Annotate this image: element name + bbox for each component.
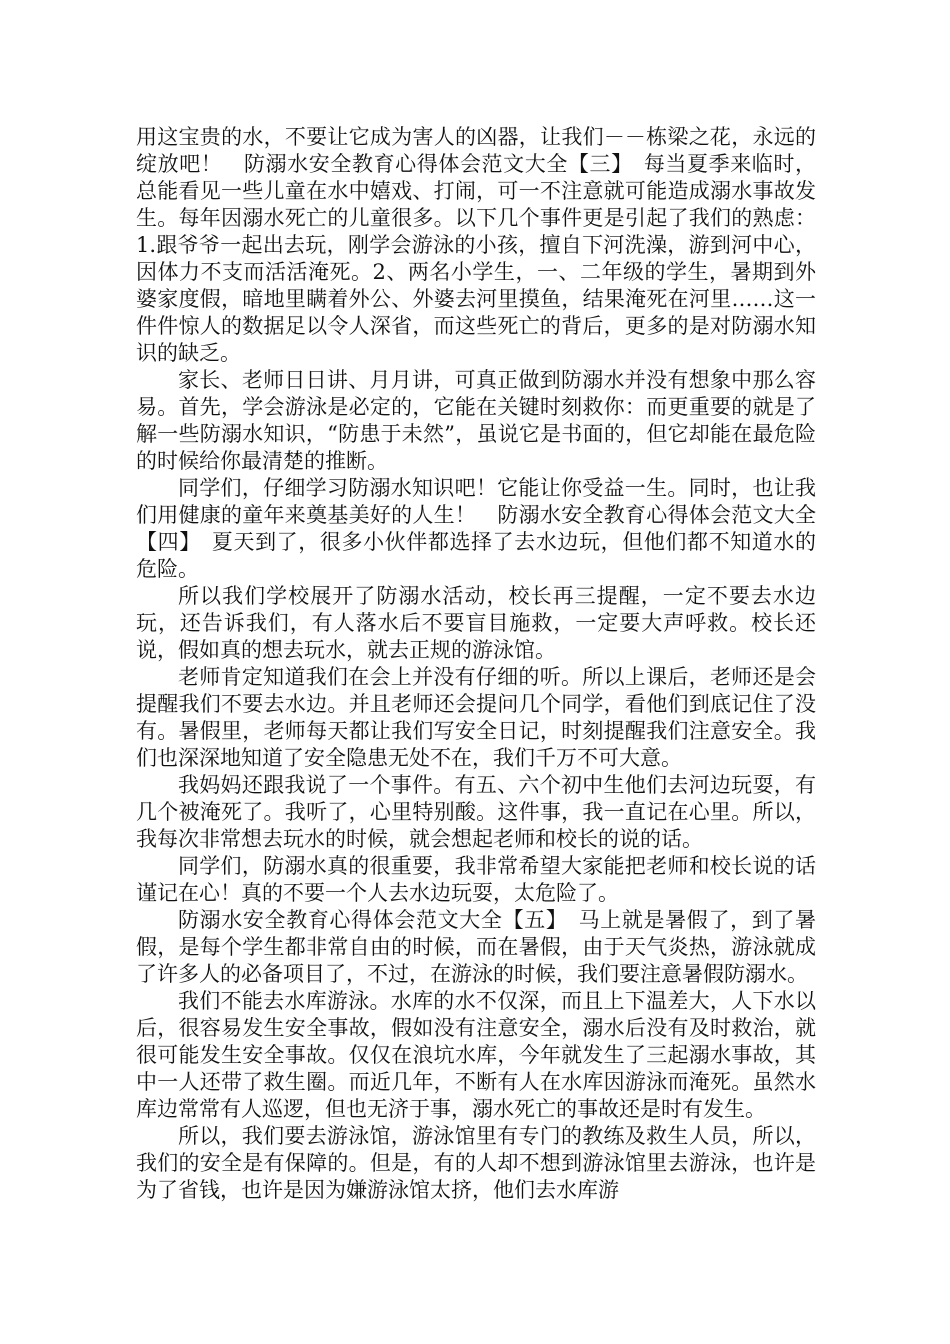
- paragraph-6: 我妈妈还跟我说了一个事件。有五、六个初中生他们去河边玩耍，有几个被淹死了。我听了，心里特别酸。这件事，我一直记在心里。所以，我每次非常想去玩水的时候，就会想起老师和校长的说的话。: [136, 773, 816, 851]
- paragraph-9: 我们不能去水库游泳。水库的水不仅深，而且上下温差大，人下水以后，很容易发生安全事故，假如没有注意安全，溺水后没有及时救治，就很可能发生安全事故。仅仅在浪坑水库，今年就发生了三起溺水事故，其中一人还带了救生圈。而近几年，不断有人在水库因游泳而淹死。虽然水库边常常有人巡逻，但也无济于事，溺水死亡的事故还是时有发生。: [136, 989, 816, 1121]
- paragraph-2: 家长、老师日日讲、月月讲，可真正做到防溺水并没有想象中那么容易。首先，学会游泳是必定的，它能在关键时刻救你：而更重要的就是了解一些防溺水知识，“防患于未然”，虽说它是书面的，但它却能在最危险的时候给你最清楚的推断。: [136, 368, 816, 473]
- paragraph-10: 所以，我们要去游泳馆，游泳馆里有专门的教练及救生人员，所以，我们的安全是有保障的。但是，有的人却不想到游泳馆里去游泳，也许是为了省钱，也许是因为嫌游泳馆太挤，他们去水库游: [136, 1124, 816, 1202]
- paragraph-1: 用这宝贵的水，不要让它成为害人的凶器，让我们－－栋梁之花，永远的绽放吧！ 防溺水安全教育心得体会范文大全【三】 每当夏季来临时，总能看见一些儿童在水中嬉戏、打闹，可一不注意就可能造成溺水事故发生。每年因溺水死亡的儿童很多。以下几个事件更是引起了我们的熟虑：1.跟爷爷一起出去玩，刚学会游泳的小孩，擅自下河洗澡，游到河中心，因体力不支而活活淹死。2、两名小学生，一、二年级的学生，暑期到外婆家度假，暗地里瞒着外公、外婆去河里摸鱼，结果淹死在河里……这一件件惊人的数据足以令人深省，而这些死亡的背后，更多的是对防溺水知识的缺乏。: [136, 125, 816, 365]
- paragraph-8: 防溺水安全教育心得体会范文大全【五】 马上就是暑假了，到了暑假，是每个学生都非常自由的时候，而在暑假，由于天气炎热，游泳就成了许多人的必备项目了，不过，在游泳的时候，我们要注意暑假防溺水。: [136, 908, 816, 986]
- paragraph-3: 同学们，仔细学习防溺水知识吧！它能让你受益一生。同时，也让我们用健康的童年来奠基美好的人生！ 防溺水安全教育心得体会范文大全【四】 夏天到了，很多小伙伴都选择了去水边玩，但他们都不知道水的危险。: [136, 476, 816, 581]
- paragraph-4: 所以我们学校展开了防溺水活动，校长再三提醒，一定不要去水边玩，还告诉我们，有人落水后不要盲目施救，一定要大声呼救。校长还说，假如真的想去玩水，就去正规的游泳馆。: [136, 584, 816, 662]
- document-page: [136, 124, 816, 1204]
- paragraph-5: 老师肯定知道我们在会上并没有仔细的听。所以上课后，老师还是会提醒我们不要去水边。并且老师还会提问几个同学，看他们到底记住了没有。暑假里，老师每天都让我们写安全日记，时刻提醒我们注意安全。我们也深深地知道了安全隐患无处不在，我们千万不可大意。: [136, 665, 816, 770]
- paragraph-7: 同学们，防溺水真的很重要，我非常希望大家能把老师和校长说的话谨记在心！真的不要一个人去水边玩耍，太危险了。: [136, 854, 816, 905]
